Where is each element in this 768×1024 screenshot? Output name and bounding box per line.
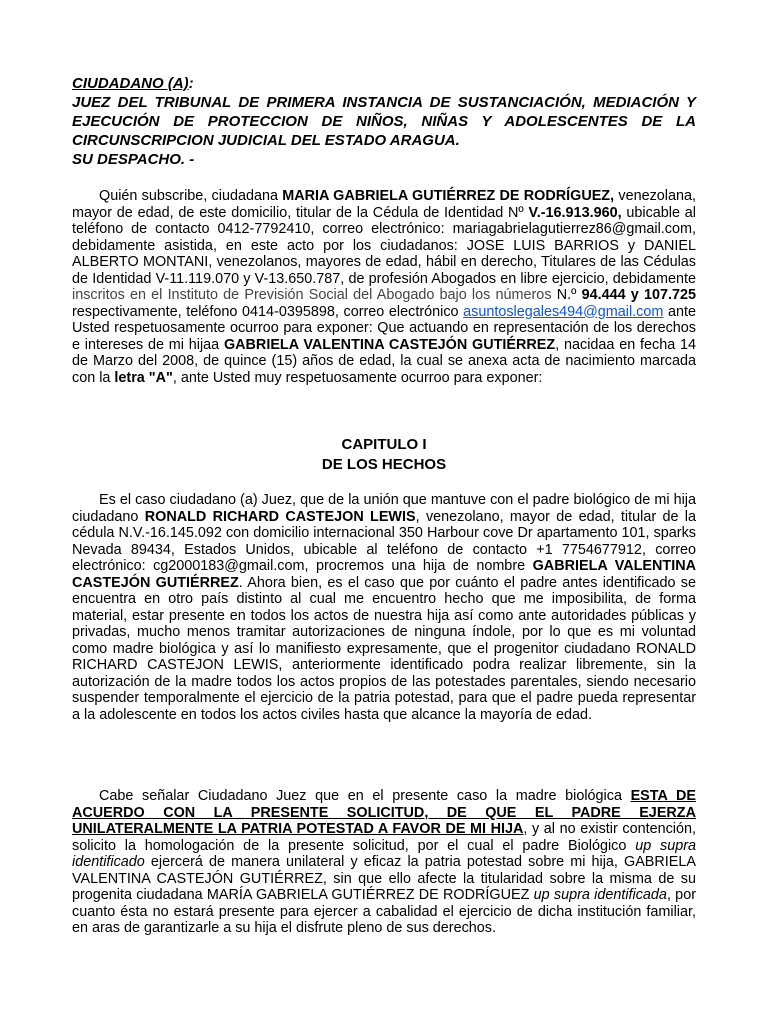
chapter-number: CAPITULO I [341, 436, 427, 453]
addressee-line [72, 74, 696, 93]
chapter-heading [72, 435, 696, 474]
intro-text-1: Quién subscribe, ciudadana [99, 188, 283, 204]
facts1-text-3: . Ahora bien, es el caso que por cuánto el padre antes identificado se encuentra en otro país distinto al cual me encuentro hecho que me imposibilita, de forma material, estar presente en todos los actos de nuestra hija así como ante autoridades públicas y privadas, mucho menos tramitar autorizaciones de ninguna índole, por lo que es mi voluntad como madre biológica y así lo manifiesto expresamente, que el progenitor ciudadano RONALD RICHARD CASTEJON LEWIS, anteriormente identificado podra realizar libremente, sin la autorización de la madre todos los actos propios de las potestades parentales, siendo necesario suspender temporalmente el ejercicio de la patria potestad, para que el padre pueda representar a la adolescente en todos los actos civiles hasta que alcance la mayoría de edad. [72, 574, 697, 723]
annex-letter: letra "A" [114, 369, 173, 386]
facts2-text-3: ejercerá de manera unilateral y eficaz la patria potestad sobre mi hija, GABRIELA VALENTINA CASTEJÓN GUTIÉRREZ, sin que ello afecte la titularidad sobre la misma de su progenita ciudadana MARÍA GABRIELA GUTIÉRREZ DE RODRÍGUEZ [72, 854, 696, 903]
father-name: RONALD RICHARD CASTEJON LEWIS [144, 508, 416, 525]
email-link[interactable]: asuntoslegales494@gmail.com [463, 303, 664, 320]
intro-text-3: ubicable al teléfono de contacto 0412-7792410, correo electrónico: mariagabrielagutierrez86@gmail.com, debidamente asistida, en este acto por los ciudadanos: JOSE LUIS BARRIOS y DANIEL ALBERTO MONTANI, venezolanos, mayores de edad, hábil en derecho, Titulares de las Cédulas de Identidad V-11.119.070 y V-13.650.787, de profesión Abogados en libre ejercicio, debidamente [72, 204, 696, 287]
intro-text-4: inscritos en el Instituto de Previsión Social del Abogado bajo los números [72, 287, 552, 303]
chapter-title: DE LOS HECHOS [321, 455, 447, 473]
facts-paragraph-2 [72, 788, 696, 937]
agreement-statement: ESTA DE ACUERDO CON LA PRESENTE SOLICITUD, DE QUE EL PADRE EJERZA UNILATERALMENTE LA PATRIA POTESTAD A FAVOR DE MI HIJA [72, 788, 696, 837]
intro-text-8: , nacidaa en fecha 14 de Marzo del 2008, de quince (15) años de edad, la cual se anexa acta de nacimiento marcada con la [72, 336, 696, 386]
facts2-text-1: Cabe señalar Ciudadano Juez que en el presente caso la madre biológica [99, 788, 631, 804]
office-line: SU DESPACHO. - [72, 151, 195, 168]
facts2-text-4: , por cuanto ésta no estará presente para ejercer a cabalidad el ejercicio de dicha institución familiar, en aras de garantizarle a su hija el disfrute pleno de sus derechos. [72, 887, 696, 936]
facts1-text-1: Es el caso ciudadano (a) Juez, que de la unión que mantuve con el padre biológico de mi hija ciudadano [72, 492, 696, 525]
intro-text-9: , ante Usted muy respetuosamente ocurroo para exponer: [172, 369, 543, 386]
intro-text-5: N.º [551, 287, 582, 303]
addressee-block [72, 74, 696, 169]
addressee-colon: : [188, 75, 194, 92]
daughter-name-2: GABRIELA VALENTINA CASTEJÓN GUTIÉRREZ [72, 558, 696, 591]
ipsa-numbers: 94.444 y 107.725 [581, 287, 696, 303]
intro-text-7: ante Usted respetuosamente ocurroo para exponer: Que actuando en representación de los derechos e intereses de mi hijaa [72, 303, 696, 353]
supra-identified-2: up supra identificada [533, 887, 667, 903]
facts1-text-2: , venezolano, mayor de edad, titular de la cédula N.V.-16.145.092 con domicilio internacional 350 Harbour cove Dr apartamento 101, sparks Nevada 89434, Estados Unidos, ubicable al teléfono de contacto +1 7754677912, correo electrónico: cg2000183@gmail.com, procremos una hija de nombre [72, 508, 696, 574]
court-name: JUEZ DEL TRIBUNAL DE PRIMERA INSTANCIA DE SUSTANCIACIÓN, MEDIACIÓN Y EJECUCIÓN DE PROTECCION DE NIÑOS, NIÑAS Y ADOLESCENTES DE LA CIRCUNSCRIPCION JUDICIAL DEL ESTADO ARAGUA. [72, 94, 696, 149]
intro-text-6: respectivamente, teléfono 0414-0395898, correo electrónico [72, 303, 464, 320]
addressee-citizen: CIUDADANO (A) [72, 75, 189, 92]
facts-paragraph-1 [72, 492, 696, 723]
intro-text-2: venezolana, mayor de edad, de este domicilio, titular de la Cédula de Identidad Nº [72, 188, 697, 221]
facts2-text-2: , y al no existir contención, solicito la homologación de la presente solicitud, por el cual el padre Biológico [72, 821, 696, 854]
supra-identified-1: up supra identificado [72, 837, 696, 870]
daughter-name: GABRIELA VALENTINA CASTEJÓN GUTIÉRREZ [223, 336, 556, 353]
intro-paragraph [72, 188, 696, 386]
mother-name: MARIA GABRIELA GUTIÉRREZ DE RODRÍGUEZ, [282, 188, 615, 204]
mother-id: V.-16.913.960, [528, 204, 622, 221]
